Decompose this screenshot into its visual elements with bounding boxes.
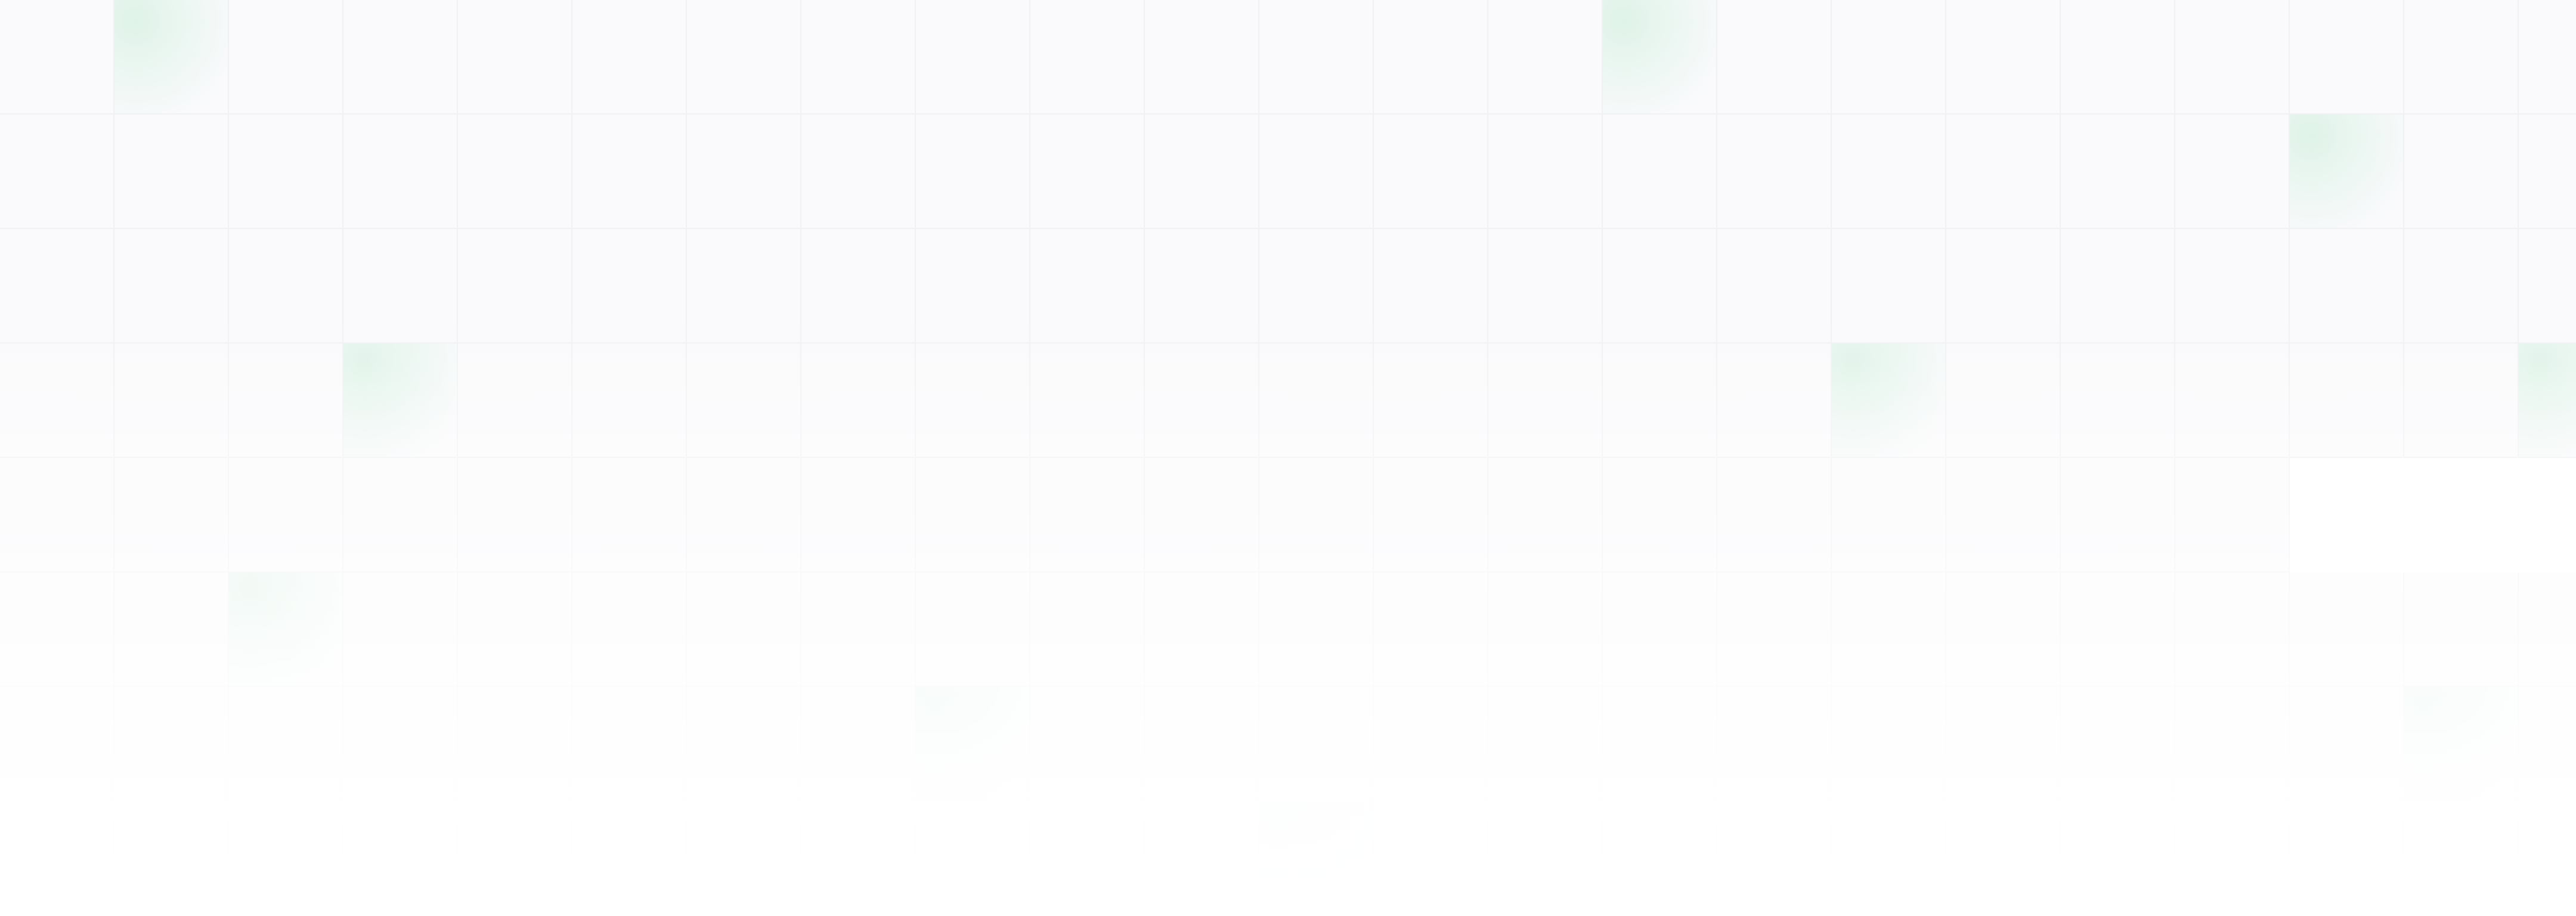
grid-cell [801, 0, 916, 114]
highlighted-grid-cell [916, 687, 1030, 802]
grid-cell [1145, 344, 1259, 458]
grid-cell [1259, 0, 1374, 114]
grid-cell [2290, 0, 2404, 114]
grid-cell [2519, 0, 2576, 114]
grid-cell [1603, 802, 1717, 916]
grid-cell [2519, 229, 2576, 344]
grid-cell [572, 344, 687, 458]
grid-cell [687, 458, 801, 572]
grid-cell [458, 458, 572, 572]
grid-cell [1488, 0, 1603, 114]
grid-cell [1603, 114, 1717, 229]
grid-cell [1488, 458, 1603, 572]
grid-cell [2061, 572, 2175, 687]
grid-cell [2175, 0, 2290, 114]
grid-cell [343, 687, 458, 802]
grid-cell [1946, 114, 2061, 229]
grid-cell [801, 344, 916, 458]
grid-cell [114, 229, 229, 344]
grid-cell [801, 687, 916, 802]
grid-cell [1832, 229, 1946, 344]
grid-cell [114, 687, 229, 802]
grid-cell [1832, 458, 1946, 572]
grid-cell [2290, 802, 2404, 916]
grid-cell [2061, 0, 2175, 114]
grid-cell [229, 114, 343, 229]
grid-cell [229, 229, 343, 344]
grid-cell [1488, 114, 1603, 229]
grid-cell [1374, 114, 1488, 229]
grid-cell [343, 572, 458, 687]
grid-cell [2175, 802, 2290, 916]
grid-cell [2404, 229, 2519, 344]
grid-cell [2519, 687, 2576, 802]
grid-cell [343, 458, 458, 572]
grid-cell [2404, 802, 2519, 916]
grid-cell [1717, 0, 1832, 114]
grid-cell [1374, 229, 1488, 344]
grid-cell [1717, 229, 1832, 344]
highlighted-grid-cell [1259, 802, 1374, 916]
grid-cell [229, 802, 343, 916]
grid-cell [1259, 572, 1374, 687]
grid-cell [1030, 344, 1145, 458]
grid-cell [1374, 572, 1488, 687]
grid-cell [1488, 229, 1603, 344]
grid-cell [801, 458, 916, 572]
grid-cell [1946, 0, 2061, 114]
grid-cell [2404, 0, 2519, 114]
grid-cell [1030, 802, 1145, 916]
grid-cell [2175, 114, 2290, 229]
grid-cell [1603, 229, 1717, 344]
grid-cell [2061, 802, 2175, 916]
grid-cell [343, 802, 458, 916]
grid-cell [2404, 114, 2519, 229]
grid-cell [1374, 458, 1488, 572]
grid-cell [1030, 229, 1145, 344]
highlighted-grid-cell [114, 0, 229, 114]
grid-cell [1717, 572, 1832, 687]
grid-cell [458, 687, 572, 802]
highlighted-grid-cell [343, 344, 458, 458]
grid-cell [1603, 572, 1717, 687]
grid-cell [2519, 572, 2576, 687]
grid-cell [1374, 344, 1488, 458]
grid-cell [1717, 802, 1832, 916]
grid-cell [1374, 0, 1488, 114]
grid-cell [1603, 344, 1717, 458]
grid-cell [1030, 114, 1145, 229]
grid-cell [687, 344, 801, 458]
grid-cell [458, 344, 572, 458]
grid-cell [114, 344, 229, 458]
grid-cell [1145, 458, 1259, 572]
grid-cell [687, 0, 801, 114]
grid-cell [1488, 802, 1603, 916]
highlighted-grid-cell [229, 572, 343, 687]
grid-cell [1374, 802, 1488, 916]
grid-cell [916, 114, 1030, 229]
grid-cell [2519, 802, 2576, 916]
highlighted-grid-cell [1832, 344, 1946, 458]
grid-cell [114, 458, 229, 572]
grid-cell [229, 458, 343, 572]
grid-cell [1145, 802, 1259, 916]
grid-cell [1488, 572, 1603, 687]
grid-cell [2175, 344, 2290, 458]
grid-cell [1259, 344, 1374, 458]
grid-cell [1259, 458, 1374, 572]
grid-cell [0, 458, 114, 572]
grid-cell [2061, 344, 2175, 458]
grid-cell [458, 572, 572, 687]
grid-cell [1145, 572, 1259, 687]
grid-cell [2290, 344, 2404, 458]
grid-cell [916, 572, 1030, 687]
grid-cell [1030, 0, 1145, 114]
grid-cell [458, 229, 572, 344]
grid-cell [1717, 114, 1832, 229]
grid-cell [916, 0, 1030, 114]
grid-cell [1832, 802, 1946, 916]
grid-cell [801, 572, 916, 687]
grid-cell [1717, 458, 1832, 572]
grid-cell [916, 802, 1030, 916]
grid-cell [916, 344, 1030, 458]
highlighted-grid-cell [2404, 687, 2519, 802]
grid-cell [1145, 114, 1259, 229]
grid-cell [1946, 572, 2061, 687]
grid-cell [1946, 229, 2061, 344]
highlighted-grid-cell [2519, 344, 2576, 458]
grid-cell [1030, 458, 1145, 572]
grid-cell [0, 229, 114, 344]
grid-cell [572, 458, 687, 572]
grid-cell [229, 0, 343, 114]
grid-cell [458, 802, 572, 916]
highlighted-grid-cell [1603, 0, 1717, 114]
grid-cell [916, 458, 1030, 572]
grid-cell [229, 687, 343, 802]
grid-cell [1946, 344, 2061, 458]
grid-cell [2290, 229, 2404, 344]
grid-cell [458, 0, 572, 114]
grid-cell [2519, 114, 2576, 229]
grid-cell [1488, 344, 1603, 458]
grid-cell [1832, 687, 1946, 802]
grid-cell [1603, 687, 1717, 802]
grid-cell [2404, 572, 2519, 687]
grid-cell [687, 229, 801, 344]
grid-cell [1946, 802, 2061, 916]
empty-grid-cell [2290, 458, 2404, 572]
grid-cell [343, 229, 458, 344]
grid-cell [572, 114, 687, 229]
grid-cell [1145, 0, 1259, 114]
grid-cell [0, 802, 114, 916]
grid-cell [0, 114, 114, 229]
grid-cell [1946, 687, 2061, 802]
grid-cell [0, 0, 114, 114]
grid-cell [2175, 687, 2290, 802]
grid-cell [572, 687, 687, 802]
grid-cell [2061, 687, 2175, 802]
grid-cell [343, 0, 458, 114]
grid-cell [1030, 687, 1145, 802]
grid-cell [1832, 572, 1946, 687]
grid-cell [114, 802, 229, 916]
grid-cell [1145, 229, 1259, 344]
grid-cell [2290, 572, 2404, 687]
grid-cell [1603, 458, 1717, 572]
grid-cell [1488, 687, 1603, 802]
grid-cell [1946, 458, 2061, 572]
grid-cell [801, 114, 916, 229]
grid-cell [2175, 458, 2290, 572]
highlighted-grid-cell [2290, 114, 2404, 229]
grid-cell [801, 229, 916, 344]
grid-cell [687, 572, 801, 687]
grid-cell [572, 572, 687, 687]
grid-cell [114, 572, 229, 687]
grid-cell [458, 114, 572, 229]
grid-cell [1374, 687, 1488, 802]
grid-cell [687, 687, 801, 802]
grid-cell [0, 344, 114, 458]
grid-cell [343, 114, 458, 229]
grid-cell [2404, 344, 2519, 458]
grid-cell [0, 687, 114, 802]
grid-cell [114, 114, 229, 229]
grid-cell [801, 802, 916, 916]
grid-cell [1717, 687, 1832, 802]
grid-cell [2061, 458, 2175, 572]
grid-cell [0, 572, 114, 687]
empty-grid-cell [2404, 458, 2519, 572]
grid-cell [1832, 114, 1946, 229]
grid-cell [229, 344, 343, 458]
grid-cell [2290, 687, 2404, 802]
grid-cell [2175, 229, 2290, 344]
grid-cell [1259, 229, 1374, 344]
grid-cell [1145, 687, 1259, 802]
grid-cell [1832, 0, 1946, 114]
grid-cell [687, 114, 801, 229]
grid-cell [2175, 572, 2290, 687]
empty-grid-cell [2519, 458, 2576, 572]
grid-cell [572, 802, 687, 916]
grid-cell [2061, 114, 2175, 229]
grid-cell [687, 802, 801, 916]
grid-cell [1259, 114, 1374, 229]
grid-cell [1030, 572, 1145, 687]
grid-cell [572, 0, 687, 114]
grid-cell [1259, 687, 1374, 802]
grid-cell [2061, 229, 2175, 344]
grid-cell [1717, 344, 1832, 458]
grid-cell [572, 229, 687, 344]
grid-cell [916, 229, 1030, 344]
